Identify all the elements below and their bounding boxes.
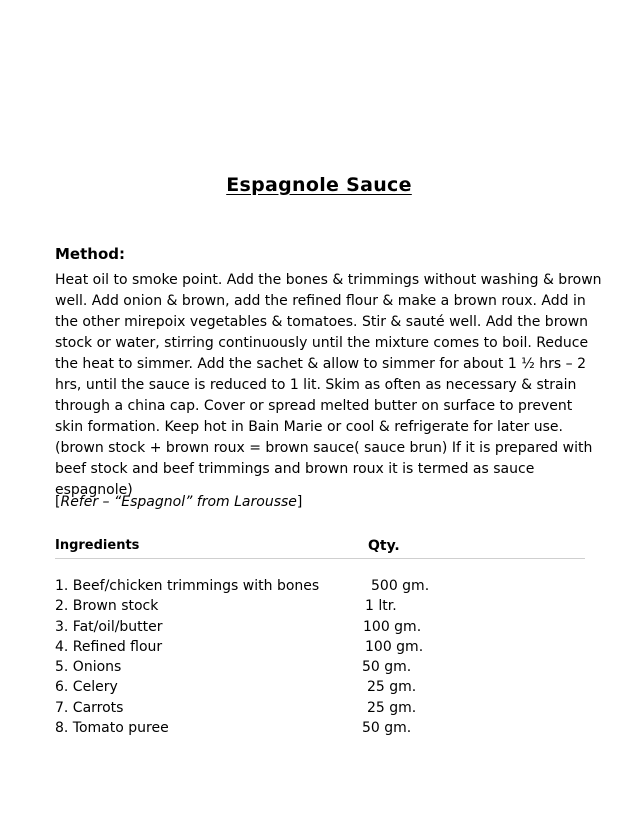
ingredient-name: 2. Brown stock: [55, 598, 159, 615]
ingredient-name: 6. Celery: [55, 679, 118, 696]
method-line: skin formation. Keep hot in Bain Marie or cool & refrigerate for later use.: [55, 419, 563, 435]
method-line: the heat to simmer. Add the sachet & allow to simmer for about 1 ½ hrs – 2: [55, 356, 586, 372]
ingredients-list: [55, 576, 585, 738]
reference-note: [55, 494, 302, 510]
reference-text: Refer – “Espagnol” from Larousse: [60, 494, 297, 510]
ingredient-row: [55, 657, 585, 677]
method-line: beef stock and beef trimmings and brown roux it is termed as sauce: [55, 461, 535, 477]
ingredient-row: [55, 617, 585, 637]
ingredient-name: 4. Refined flour: [55, 638, 163, 655]
ingredient-name: 1. Beef/chicken trimmings with bones: [55, 578, 320, 594]
method-line: (brown stock + brown roux = brown sauce( sauce brun) If it is prepared with: [55, 440, 593, 456]
ingredient-name: 7. Carrots: [55, 699, 124, 716]
method-line: the other mirepoix vegetables & tomatoes. Stir & sauté well. Add the brown: [55, 314, 589, 330]
method-line: espagnole): [55, 482, 133, 498]
ingredients-column-header: Ingredients: [55, 538, 140, 553]
ingredient-row: [55, 677, 585, 697]
ingredient-qty: 50 gm.: [362, 720, 412, 737]
method-body: [55, 270, 602, 501]
ingredient-name: 8. Tomato puree: [55, 720, 169, 737]
ingredient-row: [55, 576, 585, 596]
ingredient-row: [55, 596, 585, 616]
method-line: stock or water, stirring continuously until the mixture comes to boil. Reduce: [55, 335, 589, 351]
ingredient-qty: 25 gm.: [367, 679, 417, 696]
method-line: through a china cap. Cover or spread melted butter on surface to prevent: [55, 398, 573, 414]
page-title: Espagnole Sauce: [226, 174, 412, 196]
method-heading: Method:: [55, 245, 125, 263]
method-line: hrs, until the sauce is reduced to 1 lit. Skim as often as necessary & strain: [55, 377, 577, 393]
method-line: Heat oil to smoke point. Add the bones & trimmings without washing & brown: [55, 272, 602, 288]
ingredient-row: [55, 718, 585, 738]
ingredient-qty: 100 gm.: [365, 638, 424, 655]
ingredient-qty: 100 gm.: [363, 618, 422, 635]
quantity-column-header: Qty.: [368, 538, 400, 554]
ingredient-name: 3. Fat/oil/butter: [55, 618, 163, 635]
ingredient-name: 5. Onions: [55, 659, 122, 676]
method-line: well. Add onion & brown, add the refined flour & make a brown roux. Add in: [55, 293, 586, 309]
ingredient-qty: 500 gm.: [371, 578, 430, 594]
reference-close-bracket: ]: [296, 494, 303, 510]
ingredient-qty: 50 gm.: [362, 659, 412, 676]
ingredient-qty: 1 ltr.: [365, 598, 397, 615]
ingredients-header: [55, 538, 585, 559]
ingredient-qty: 25 gm.: [367, 699, 417, 716]
ingredient-row: [55, 698, 585, 718]
reference-open-bracket: [: [55, 494, 61, 510]
ingredient-row: [55, 637, 585, 657]
